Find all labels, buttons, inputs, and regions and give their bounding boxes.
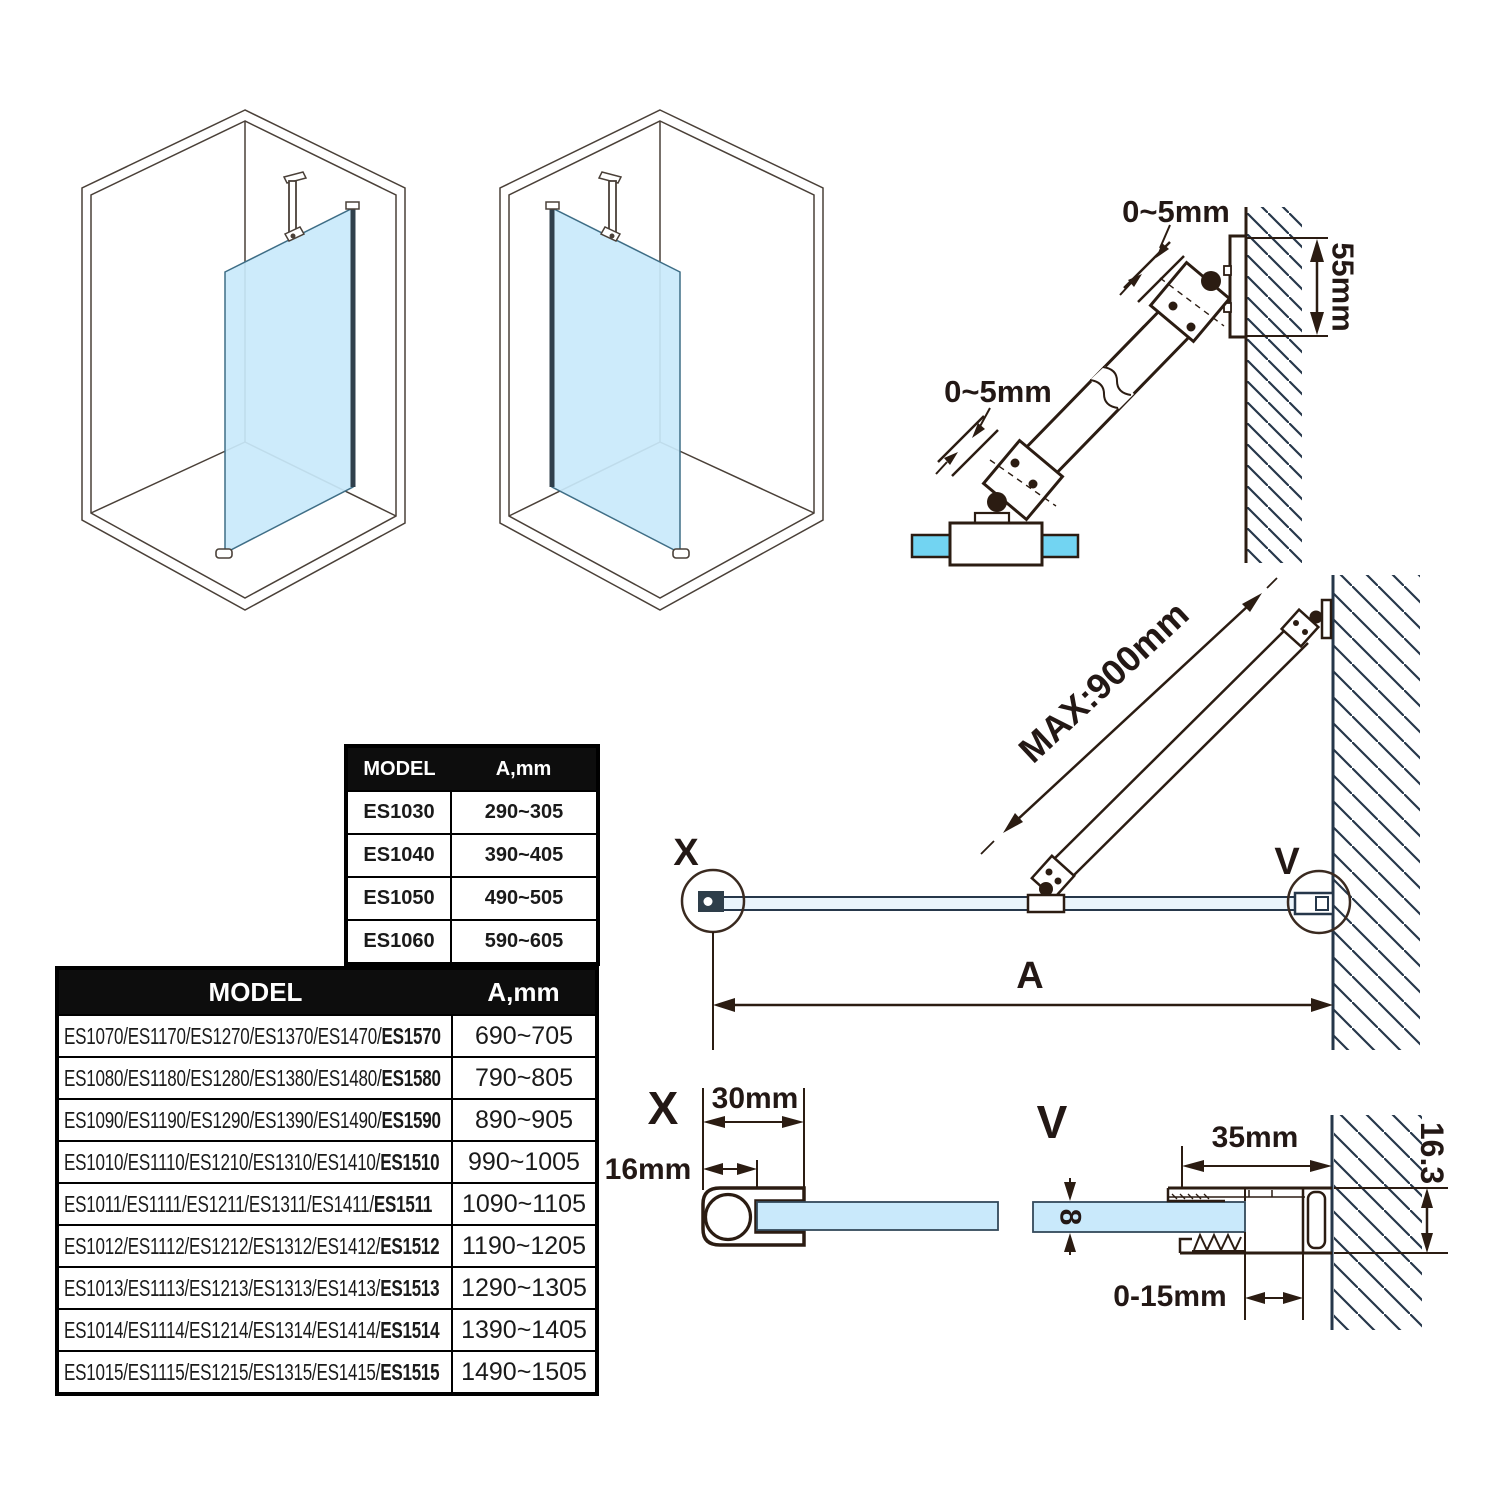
mid-bracket <box>1032 856 1074 898</box>
model-cell: ES1060 <box>346 920 451 964</box>
table-row <box>346 877 598 920</box>
marker-v: V <box>1274 841 1300 883</box>
table-row <box>57 1183 597 1225</box>
table-row <box>346 920 598 964</box>
table-row <box>346 834 598 877</box>
column-header: MODEL <box>57 968 452 1015</box>
table-row <box>57 1015 597 1057</box>
support-bar-detail <box>890 150 1410 600</box>
model-cell: ES1013/ES1113/ES1213/ES1313/ES1413/ES1513 <box>57 1267 452 1309</box>
wall-mount-plate <box>1230 236 1246 337</box>
model-cell: ES1030 <box>346 791 451 834</box>
table-row <box>346 791 598 834</box>
model-cell: ES1014/ES1114/ES1214/ES1314/ES1414/ES1514 <box>57 1309 452 1351</box>
table-row <box>57 1225 597 1267</box>
lower-pivot-bracket <box>984 441 1063 520</box>
wall-profile-cap <box>346 202 359 209</box>
profile-tube <box>706 1195 751 1240</box>
spring-clip <box>1194 1235 1241 1250</box>
section-x-detail <box>590 1080 1090 1350</box>
column-header: MODEL <box>346 746 451 791</box>
table-row <box>57 1099 597 1141</box>
wall-hatching <box>1334 1115 1422 1330</box>
gap-label-top: 0~5mm <box>1122 194 1230 229</box>
model-cell: ES1011/ES1111/ES1211/ES1311/ES1411/ES1511 <box>57 1183 452 1225</box>
model-cell: ES1010/ES1110/ES1210/ES1310/ES1410/ES1510 <box>57 1141 452 1183</box>
ceiling-support-bar <box>284 172 306 241</box>
glass-clamp <box>950 523 1042 565</box>
marker-x: X <box>647 1082 679 1134</box>
model-cell: ES1050 <box>346 877 451 920</box>
dimension-cell: 890~905 <box>452 1099 597 1141</box>
column-header: A,mm <box>451 746 598 791</box>
gasket <box>1308 1192 1325 1248</box>
dimension-cell: 1390~1405 <box>452 1309 597 1351</box>
glass-thickness-label: 8 <box>1053 1208 1087 1226</box>
glass-edge-right <box>1042 535 1078 557</box>
support-bar-length-label: MAX:900mm <box>1010 593 1197 771</box>
dimension-cell: 690~705 <box>452 1015 597 1057</box>
wall-plate-height-label: 55mm <box>1325 242 1361 332</box>
dimension-cell: 590~605 <box>451 920 598 964</box>
table-row <box>57 1309 597 1351</box>
plan-view <box>650 560 1460 1060</box>
glass-inset-label: 16mm <box>604 1153 692 1186</box>
ceiling-support-bar <box>599 172 621 241</box>
marker-x: X <box>673 832 699 874</box>
width-label: A <box>1016 955 1044 997</box>
model-cell: ES1090/ES1190/ES1290/ES1390/ES1490/ES1590 <box>57 1099 452 1141</box>
model-cell: ES1015/ES1115/ES1215/ES1315/ES1415/ES1515 <box>57 1351 452 1394</box>
iso-view-left <box>60 85 460 715</box>
table-row <box>57 1351 597 1394</box>
dim-max-900 <box>981 578 1277 854</box>
glass-panel-plan <box>700 897 1333 910</box>
model-cell: ES1080/ES1180/ES1280/ES1380/ES1480/ES1580 <box>57 1057 452 1099</box>
profile-width-label: 30mm <box>711 1082 799 1115</box>
column-header: A,mm <box>452 968 597 1015</box>
small-model-table <box>344 744 600 966</box>
dimension-cell: 990~1005 <box>452 1141 597 1183</box>
floor-foot <box>673 549 689 558</box>
model-cell: ES1040 <box>346 834 451 877</box>
gap-lines-bottom <box>938 416 998 476</box>
dimension-cell: 1490~1505 <box>452 1351 597 1394</box>
table-row <box>57 1267 597 1309</box>
section-v-detail <box>1020 1080 1480 1410</box>
bar-clamp <box>1028 895 1064 912</box>
glass-section <box>757 1202 998 1230</box>
model-cell: ES1012/ES1112/ES1212/ES1312/ES1412/ES1512 <box>57 1225 452 1267</box>
wall-hatching <box>1334 575 1420 1050</box>
dimension-cell: 1090~1105 <box>452 1183 597 1225</box>
dimension-cell: 490~505 <box>451 877 598 920</box>
wall-bracket <box>1282 600 1331 646</box>
large-model-table <box>55 966 599 1396</box>
dimension-cell: 790~805 <box>452 1057 597 1099</box>
dim-0-15 <box>1245 1232 1303 1320</box>
model-dimension-table <box>55 966 599 1396</box>
upper-pivot-bracket <box>1151 263 1230 342</box>
glass-panel <box>552 208 680 553</box>
model-dimension-table <box>344 744 600 966</box>
model-cell: ES1070/ES1170/ES1270/ES1370/ES1470/ES1570 <box>57 1015 452 1057</box>
dimension-cell: 290~305 <box>451 791 598 834</box>
dimension-cell: 390~405 <box>451 834 598 877</box>
profile-width-label: 35mm <box>1211 1121 1299 1154</box>
glass-panel <box>225 208 353 553</box>
glass-edge-left <box>912 535 950 557</box>
table-row <box>57 1141 597 1183</box>
wall-hatching <box>1246 207 1302 563</box>
profile-depth-label: 16.3 <box>1414 1121 1450 1185</box>
table-row <box>57 1057 597 1099</box>
gap-label-bottom: 0~5mm <box>944 374 1052 409</box>
floor-foot <box>216 549 232 558</box>
dimension-cell: 1290~1305 <box>452 1267 597 1309</box>
adjustment-label: 0-15mm <box>1113 1280 1227 1313</box>
marker-v: V <box>1036 1096 1068 1148</box>
dimension-cell: 1190~1205 <box>452 1225 597 1267</box>
